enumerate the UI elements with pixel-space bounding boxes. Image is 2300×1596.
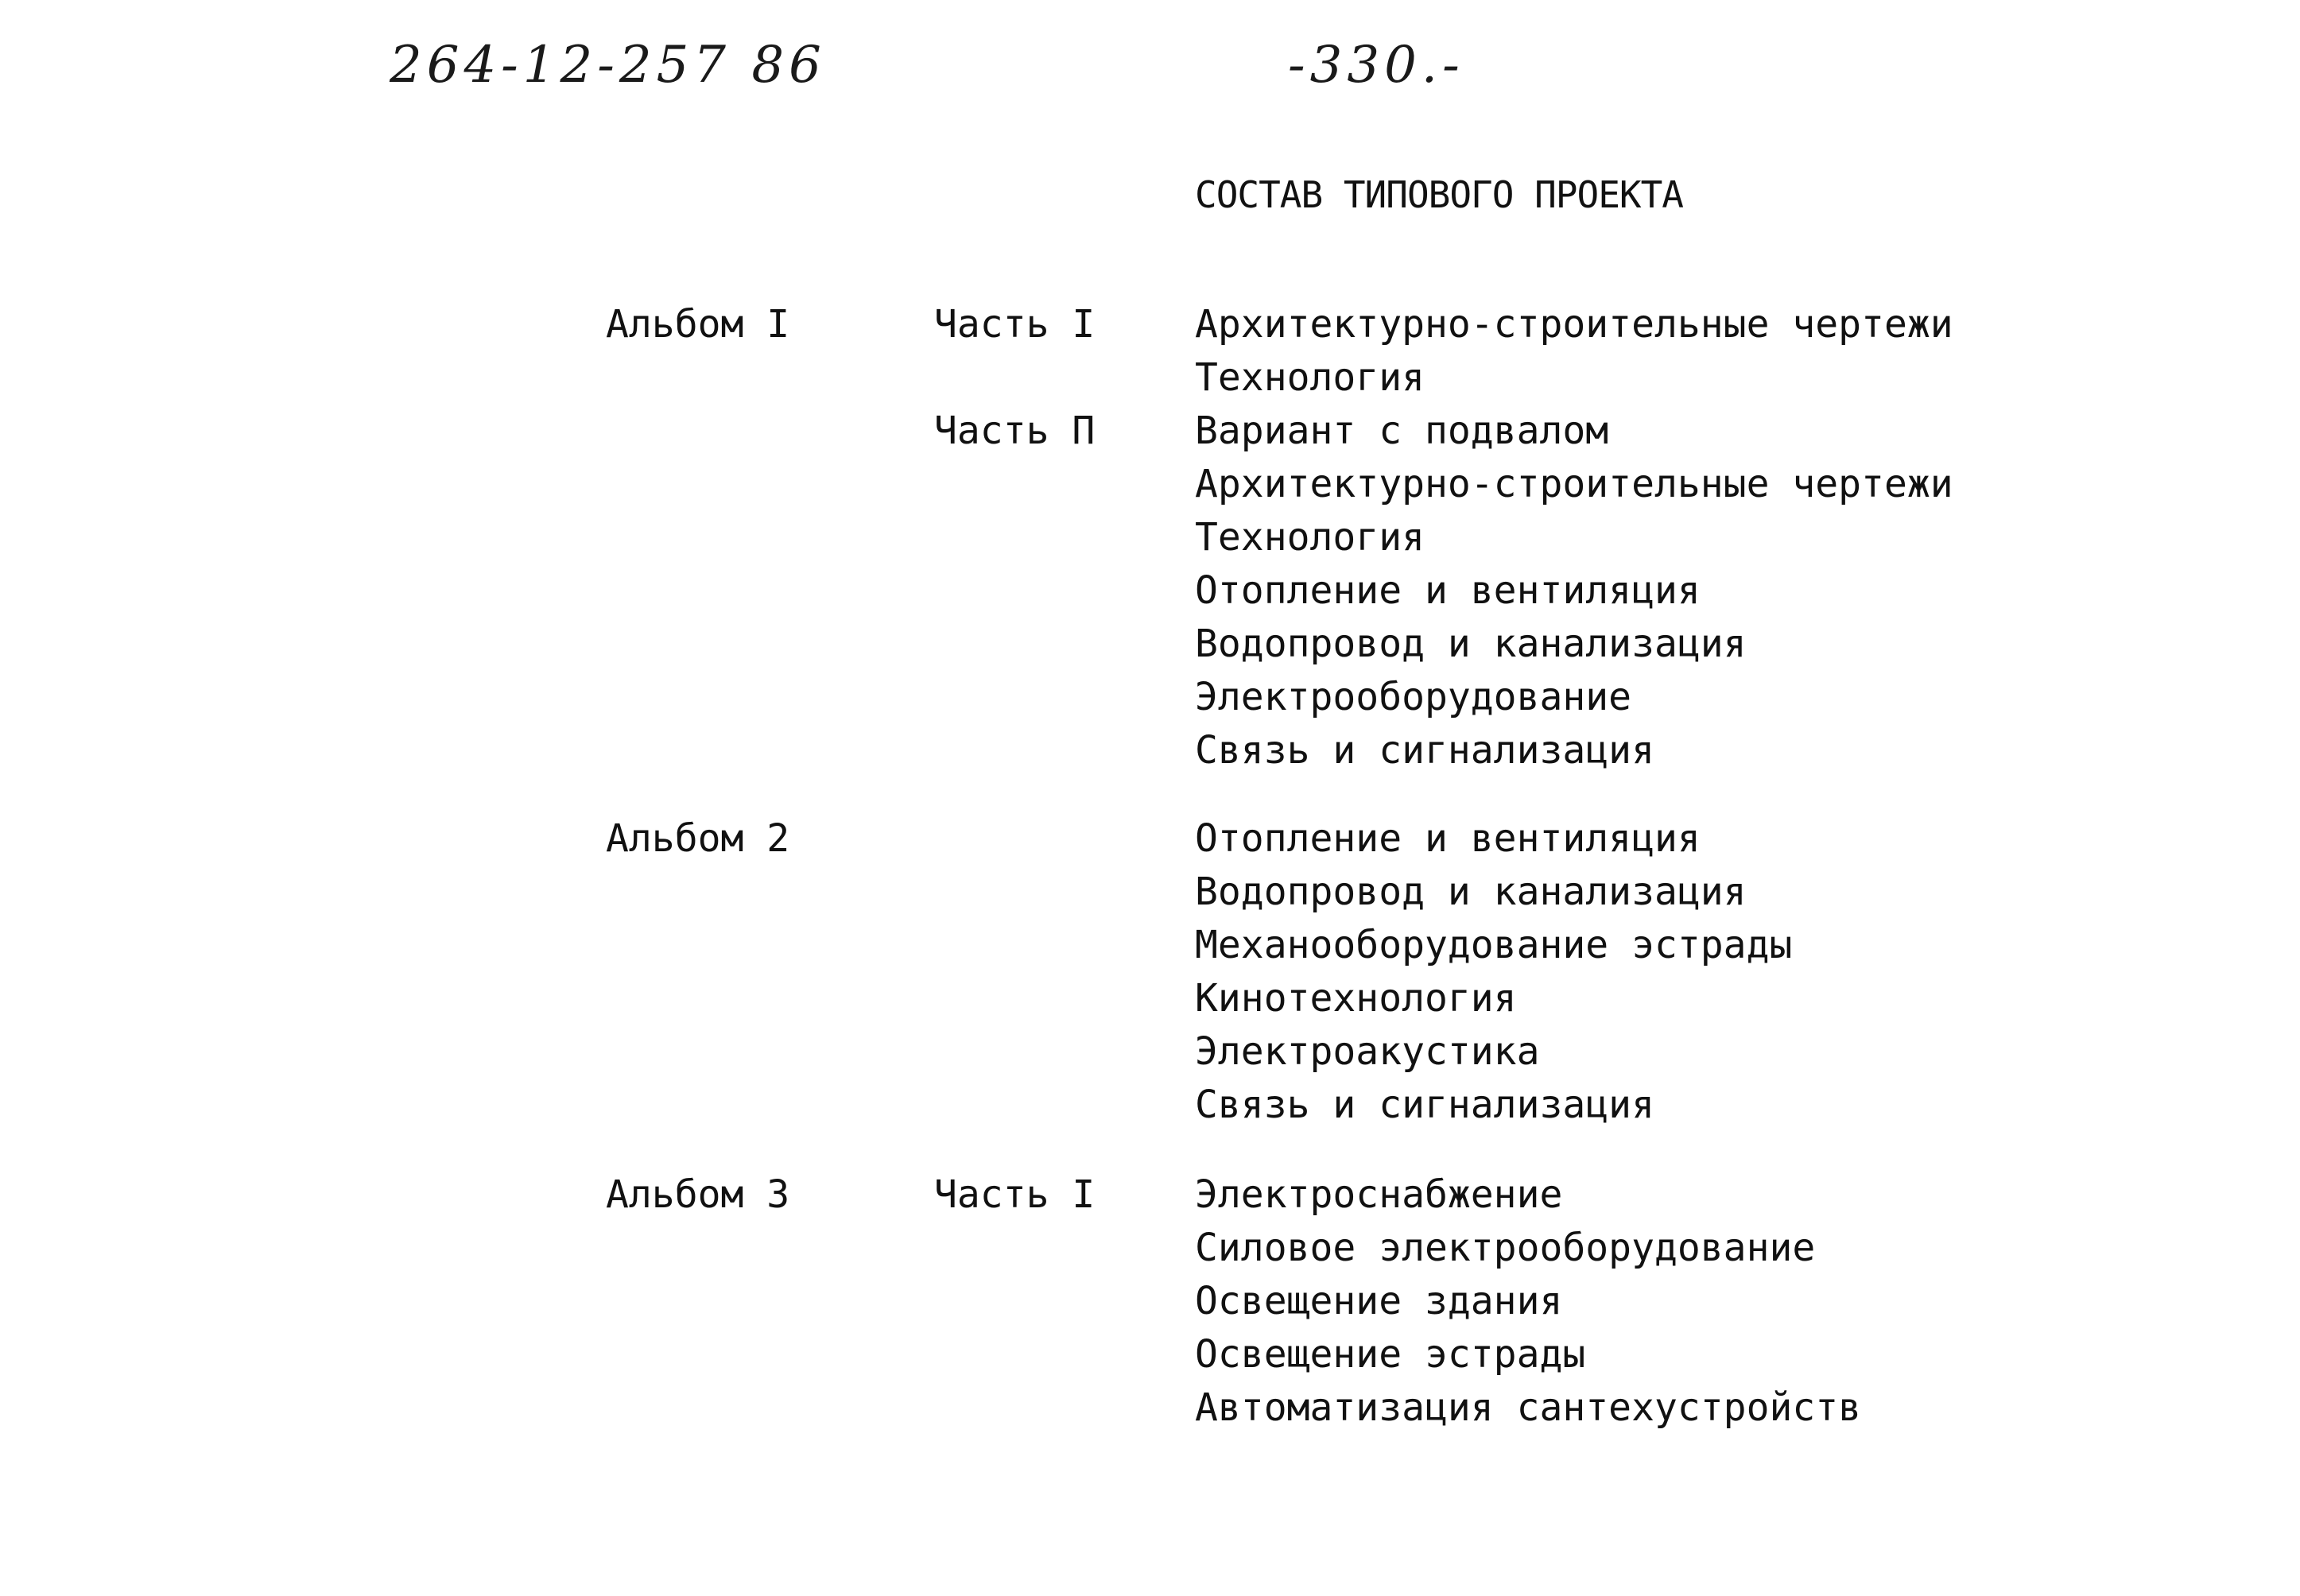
document-code: 264-12-257 86 <box>390 36 826 95</box>
album-label: Альбом 2 <box>606 816 790 861</box>
list-item: Связь и сигнализация <box>1195 728 1654 773</box>
list-item: Отопление и вентиляция <box>1195 816 1701 861</box>
list-item: Связь и сигнализация <box>1195 1083 1654 1127</box>
list-item: Освещение здания <box>1195 1279 1563 1323</box>
page-title: СОСТАВ ТИПОВОГО ПРОЕКТА <box>1195 173 1683 216</box>
part-label: Часть П <box>934 409 1096 453</box>
part-label: Часть I <box>934 302 1096 347</box>
list-item: Электроснабжение <box>1195 1172 1563 1217</box>
list-item: Освещение эстрады <box>1195 1332 1586 1377</box>
list-item: Отопление и вентиляция <box>1195 568 1701 613</box>
list-item: Кинотехнология <box>1195 976 1517 1021</box>
list-item: Электроакустика <box>1195 1029 1540 1074</box>
list-item: Электрооборудование <box>1195 675 1632 719</box>
part-label: Часть I <box>934 1172 1096 1217</box>
list-item: Водопровод и канализация <box>1195 870 1747 914</box>
list-item: Вариант с подвалом <box>1195 409 1609 453</box>
list-item: Архитектурно-строительные чертежи <box>1195 302 1953 347</box>
list-item: Архитектурно-строительные чертежи <box>1195 462 1953 506</box>
list-item: Технология <box>1195 355 1425 400</box>
list-item: Водопровод и канализация <box>1195 622 1747 666</box>
album-label: Альбом I <box>606 302 790 347</box>
album-label: Альбом 3 <box>606 1172 790 1217</box>
list-item: Силовое электрооборудование <box>1195 1226 1816 1270</box>
list-item: Технология <box>1195 515 1425 560</box>
list-item: Автоматизация сантехустройств <box>1195 1385 1862 1430</box>
page-number: -330.- <box>1288 36 1464 95</box>
list-item: Механооборудование эстрады <box>1195 923 1793 967</box>
